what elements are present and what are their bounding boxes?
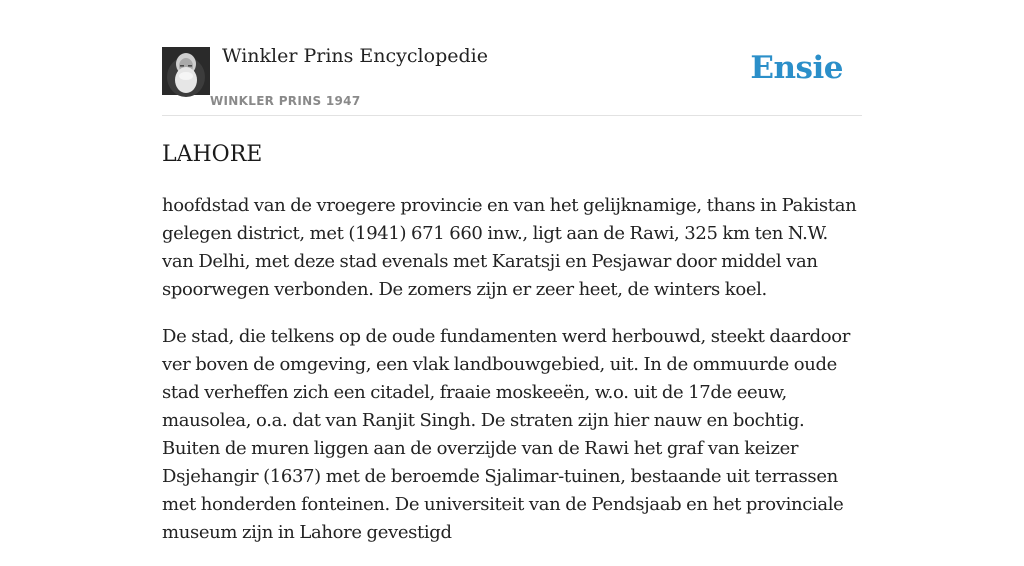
bearded-man-portrait-icon	[162, 47, 210, 95]
avatar[interactable]	[162, 47, 210, 95]
brand-logo[interactable]: Ensie	[750, 50, 843, 86]
article-title: LAHORE	[162, 142, 263, 167]
article	[162, 140, 862, 566]
source-header	[162, 0, 862, 116]
source-subtitle[interactable]: WINKLER PRINS 1947	[210, 94, 361, 108]
article-paragraph: De stad, die telkens op de oude fundamenten werd herbouwd, steekt daardoor ver boven de omgeving, een vlak landbouwgebied, uit. In de ommuurde oude stad verheffen zich een citadel, fraaie moskeeën, w.o. uit de 17de eeuw, mausolea, o.a. dat van Ranjit Singh. De straten zijn hier nauw en bochtig. Buiten de muren liggen aan de overzijde van de Rawi het graf van keizer Dsjehangir (1637) met de beroemde Sjalimar-tuinen, bestaande uit terrassen met honderden fonteinen. De universiteit van de Pendsjaab en het provinciale museum zijn in Lahore gevestigd	[162, 326, 851, 543]
article-paragraph: hoofdstad van de vroegere provincie en van het gelijknamige, thans in Pakistan gelegen district, met (1941) 671 660 inw., ligt aan de Rawi, 325 km ten N.W. van Delhi, met deze stad evenals met Karatsji en Pesjawar door middel van spoorwegen verbonden. De zomers zijn er zeer heet, de winters koel.	[162, 195, 857, 300]
source-title[interactable]: Winkler Prins Encyclopedie	[222, 45, 488, 67]
